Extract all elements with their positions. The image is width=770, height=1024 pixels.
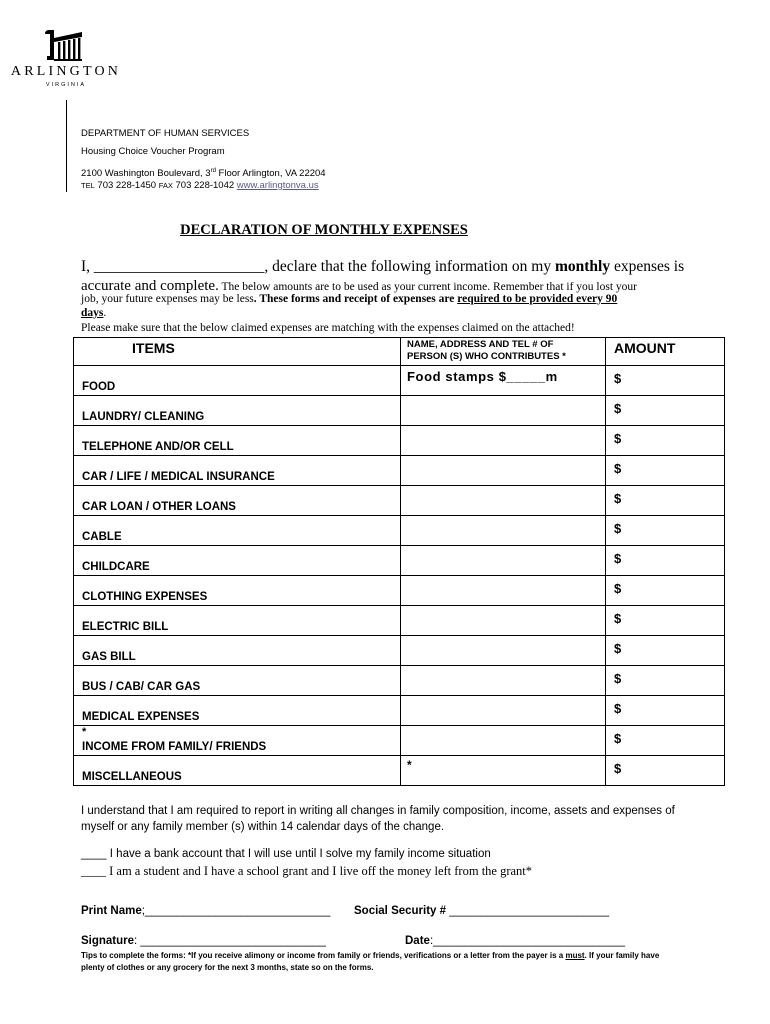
dollar-sign: $ — [614, 551, 622, 566]
asterisk-marker: * — [407, 758, 412, 772]
signature-field[interactable] — [81, 935, 326, 947]
table-row — [74, 546, 725, 576]
print-name-label: Print Name — [81, 905, 142, 917]
item-cell — [74, 426, 401, 456]
tel-number: 703 228-1450 — [94, 180, 159, 191]
table-header-row — [74, 338, 725, 366]
completion-tips: Tips to complete the forms: *If you receive alimony or income from family or friends, verifications or a letter from the payer is a must. If your family have plenty of clothes or any grocery for the next 3 months, state so on the forms. — [81, 951, 660, 972]
item-label: CHILDCARE — [82, 561, 150, 573]
table-row — [74, 666, 725, 696]
office-address: 2100 Washington Boulevard, 3rd Floor Arlington, VA 22204 — [81, 168, 326, 180]
declaration-line-1: I, ______________________, declare that the following information on my monthly expenses is — [81, 258, 685, 275]
item-label: CAR LOAN / OTHER LOANS — [82, 501, 236, 513]
amount-cell[interactable] — [606, 516, 725, 546]
item-label: FOOD — [82, 381, 116, 393]
item-label: ELECTRIC BILL — [82, 621, 169, 633]
arlington-logo — [4, 24, 128, 94]
print-name-line[interactable]: ;_____________________________ — [141, 905, 331, 917]
dollar-sign: $ — [614, 641, 622, 656]
header-divider — [66, 100, 67, 192]
item-cell — [74, 726, 401, 756]
contributor-cell[interactable] — [401, 546, 606, 576]
table-row — [74, 516, 725, 546]
amount-cell[interactable] — [606, 396, 725, 426]
item-cell — [74, 756, 401, 786]
table-row — [74, 456, 725, 486]
contributor-cell[interactable] — [401, 516, 606, 546]
contributor-cell[interactable] — [401, 426, 606, 456]
ssn-label: Social Security # — [354, 905, 450, 917]
item-label: CAR / LIFE / MEDICAL INSURANCE — [82, 471, 275, 483]
item-cell — [74, 576, 401, 606]
form-title: DECLARATION OF MONTHLY EXPENSES — [180, 222, 468, 238]
table-row — [74, 576, 725, 606]
item-cell — [74, 486, 401, 516]
contributor-cell[interactable] — [401, 726, 606, 756]
table-row — [74, 366, 725, 396]
table-row — [74, 636, 725, 666]
declaration-line-5: Please make sure that the below claimed expenses are matching with the expenses claimed on the attached! — [81, 322, 575, 334]
arlington-house-icon — [42, 28, 84, 64]
contributor-cell[interactable] — [401, 756, 606, 786]
item-cell — [74, 456, 401, 486]
contributor-cell[interactable] — [401, 486, 606, 516]
item-cell — [74, 666, 401, 696]
item-cell — [74, 546, 401, 576]
amount-cell[interactable] — [606, 756, 725, 786]
item-label: CLOTHING EXPENSES — [82, 591, 208, 603]
date-field[interactable] — [405, 935, 625, 947]
dollar-sign: $ — [614, 491, 622, 506]
declaration-line-2: accurate and complete. The below amounts are to be used as your current income. Remember that if you lost your — [81, 278, 637, 294]
dollar-sign: $ — [614, 701, 622, 716]
table-row — [74, 606, 725, 636]
ssn-line[interactable]: _________________________ — [449, 905, 610, 917]
print-name-field[interactable] — [81, 905, 330, 917]
item-label: CABLE — [82, 531, 122, 543]
date-line[interactable]: :______________________________ — [429, 935, 626, 947]
table-row — [74, 486, 725, 516]
table-row — [74, 756, 725, 786]
dollar-sign: $ — [614, 461, 622, 476]
contact-line — [81, 180, 319, 191]
contributor-cell[interactable] — [401, 636, 606, 666]
amount-cell[interactable] — [606, 366, 725, 396]
table-row — [74, 396, 725, 426]
signature-line[interactable]: : _____________________________ — [134, 935, 326, 947]
amount-cell[interactable] — [606, 576, 725, 606]
amount-cell[interactable] — [606, 486, 725, 516]
table-row — [74, 426, 725, 456]
item-label: INCOME FROM FAMILY/ FRIENDS — [82, 741, 267, 753]
asterisk-marker: * — [82, 726, 87, 738]
amount-cell[interactable] — [606, 636, 725, 666]
contributor-cell[interactable] — [401, 456, 606, 486]
item-cell — [74, 396, 401, 426]
table-row — [74, 726, 725, 756]
date-label: Date — [405, 935, 430, 947]
declaration-line-4: days. — [81, 307, 107, 319]
amount-cell[interactable] — [606, 726, 725, 756]
website-link[interactable]: www.arlingtonva.us — [236, 180, 319, 191]
item-cell — [74, 696, 401, 726]
amount-cell[interactable] — [606, 426, 725, 456]
item-label: MEDICAL EXPENSES — [82, 711, 200, 723]
dollar-sign: $ — [614, 371, 622, 386]
item-label: LAUNDRY/ CLEANING — [82, 411, 205, 423]
item-label: TELEPHONE AND/OR CELL — [82, 441, 234, 453]
dollar-sign: $ — [614, 731, 622, 746]
contributor-cell[interactable] — [401, 366, 606, 396]
item-label: GAS BILL — [82, 651, 136, 663]
item-cell — [74, 636, 401, 666]
amount-cell[interactable] — [606, 546, 725, 576]
dollar-sign: $ — [614, 521, 622, 536]
amount-cell[interactable] — [606, 696, 725, 726]
item-label: MISCELLANEOUS — [82, 771, 182, 783]
dollar-sign: $ — [614, 431, 622, 446]
fax-number: 703 228-1042 — [172, 180, 237, 191]
item-label: BUS / CAB/ CAR GAS — [82, 681, 201, 693]
amount-header: AMOUNT — [606, 338, 725, 366]
item-cell — [74, 606, 401, 636]
bank-account-option[interactable]: ____ I have a bank account that I will use until I solve my family income situation — [81, 848, 491, 860]
program-name: Housing Choice Voucher Program — [81, 146, 225, 157]
contributor-cell[interactable] — [401, 666, 606, 696]
dollar-sign: $ — [614, 581, 622, 596]
signature-label: Signature — [81, 935, 135, 947]
student-grant-option[interactable]: ____ I am a student and I have a school grant and I live off the money left from the grant* — [81, 864, 533, 878]
dollar-sign: $ — [614, 671, 622, 686]
contributor-cell[interactable] — [401, 396, 606, 426]
declaration-line-3: job, your future expenses may be less. These forms and receipt of expenses are required to be provided every 90 — [81, 293, 618, 305]
contributor-cell[interactable] — [401, 696, 606, 726]
item-cell — [74, 516, 401, 546]
items-header: ITEMS — [74, 338, 401, 366]
dollar-sign: $ — [614, 401, 622, 416]
ssn-field[interactable] — [354, 905, 609, 917]
amount-cell[interactable] — [606, 456, 725, 486]
amount-cell[interactable] — [606, 666, 725, 696]
item-cell — [74, 366, 401, 396]
tel-label: TEL — [81, 181, 95, 190]
logo-name: ARLINGTON — [10, 64, 122, 79]
expenses-table — [73, 337, 725, 786]
amount-cell[interactable] — [606, 606, 725, 636]
dollar-sign: $ — [614, 611, 622, 626]
dollar-sign: $ — [614, 761, 622, 776]
table-row — [74, 696, 725, 726]
department-name: DEPARTMENT OF HUMAN SERVICES — [81, 128, 250, 139]
fax-label: FAX — [158, 181, 173, 190]
contributor-cell[interactable] — [401, 576, 606, 606]
reporting-notice: I understand that I am required to report in writing all changes in family composition, income, assets and expenses of myself or any family member (s) within 14 calendar days of the change. — [81, 805, 675, 833]
food-stamps-field[interactable]: Food stamps $_____m — [407, 369, 558, 384]
contributor-header: NAME, ADDRESS AND TEL # OF PERSON (S) WHO CONTRIBUTES * — [401, 338, 606, 366]
contributor-cell[interactable] — [401, 606, 606, 636]
logo-subtitle: VIRGINIA — [45, 82, 87, 88]
